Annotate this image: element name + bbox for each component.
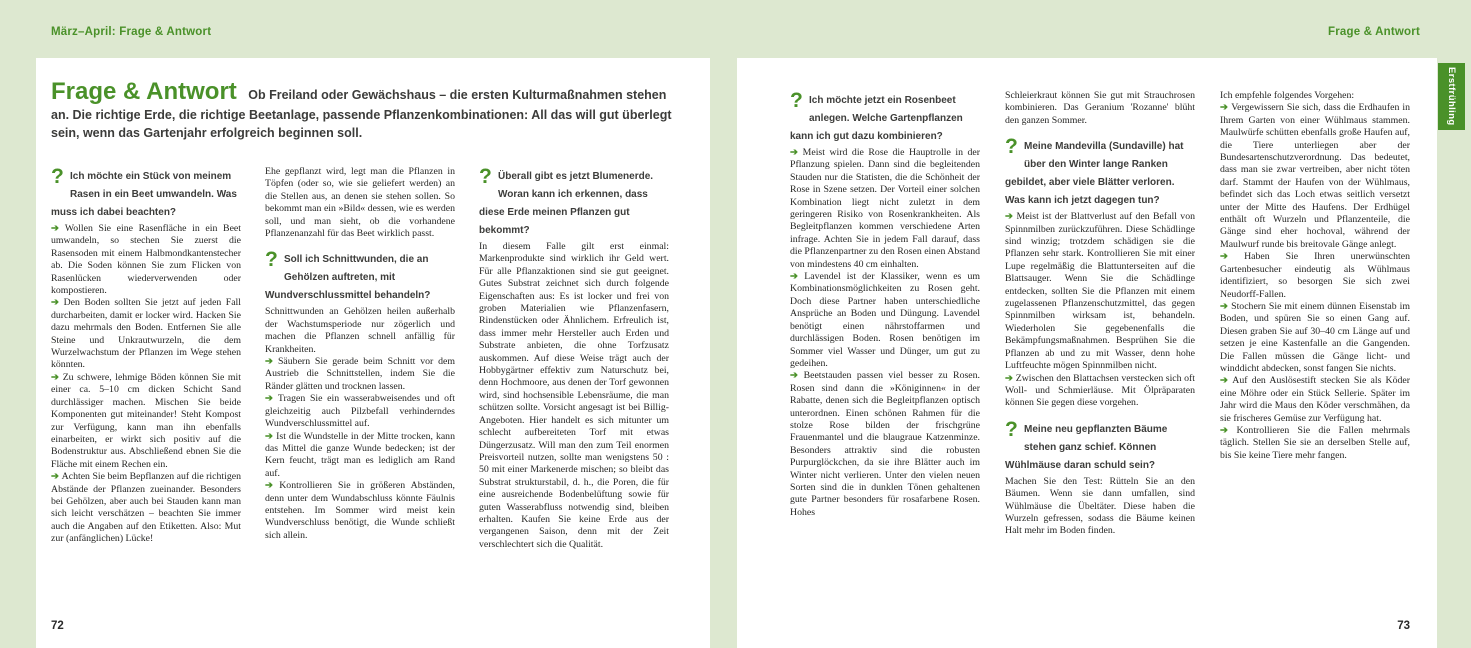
- body-paragraph: [1005, 90, 1195, 127]
- arrow-icon: ➔: [51, 223, 65, 234]
- arrow-icon: ➔: [1005, 372, 1016, 384]
- body-paragraph: [479, 241, 669, 551]
- question-text: Ich möchte ein Stück von meinem Rasen in ein Beet umwandeln. Was muss ich dabei beachten?: [51, 171, 237, 218]
- arrow-icon: ➔: [1220, 424, 1237, 436]
- paragraph-text: Tragen Sie ein wasserabweisendes und oft gleichzeitig auch Pilzbefall verhinderndes Wundverschlussmittel auf.: [265, 393, 455, 430]
- answer-paragraph: [1005, 211, 1195, 372]
- answer-paragraph: [51, 372, 241, 471]
- arrow-icon: ➔: [1220, 102, 1232, 114]
- paragraph-text: Meist wird die Rose die Hauptrolle in der Pflanzung spielen. Dann sind die begleitenden Stauden nur die Statisten, die die Schönheit der Rose in Szene setzen. Der Vorteil einer solchen Kombination liegt nicht zuletzt in dem geringeren Risiko von Rosenkrankheiten. Als Begleitpflanzen kommen verschiedene Arten infrage. Achten Sie in jedem Fall darauf, dass die Pflanzenpartner zu den Rosen einen Abstand von mindestens 40 cm einhalten.: [790, 147, 980, 270]
- text-column: [265, 166, 455, 551]
- arrow-icon: ➔: [790, 370, 804, 382]
- page-right: [737, 58, 1437, 648]
- body-paragraph: [265, 306, 455, 356]
- answer-paragraph: [265, 480, 455, 542]
- paragraph-text: Schleierkraut können Sie gut mit Strauchrosen kombinieren. Das Geranium 'Rozanne' blüht den ganzen Sommer.: [1005, 90, 1195, 126]
- paragraph-text: Beetstauden passen viel besser zu Rosen. Rosen sind dann die »Königinnen« in der Rabatte, denen sich die Begleitpflanzen optisch unterordnen. Einen schönen Rahmen für die stolze Rose bilden der frischgrüne Frauenmantel und die blaugraue Katzenminze. Besonders attraktiv sind die robusten Purpurglöckchen, da sie ihre Blätter auch im Winter nicht verlieren. Unter den vielen neuen Sorten sind die in dunklen Tönen gehaltenen gute Partner besonders für rosafarbene Rosen. Hohes: [790, 370, 981, 518]
- text-column: [479, 166, 669, 551]
- paragraph-text: Säubern Sie gerade beim Schnitt vor dem Austrieb die Schnittstellen, indem Sie die Ränder glätten und trocknen lassen.: [265, 356, 455, 392]
- page-title: Frage & Antwort: [51, 78, 237, 105]
- question-mark-icon: ?: [479, 165, 492, 188]
- answer-paragraph: [1220, 375, 1410, 425]
- answer-paragraph: [51, 297, 241, 371]
- arrow-icon: ➔: [265, 480, 280, 492]
- paragraph-text: Kontrollieren Sie die Fallen mehrmals täglich. Stellen Sie sie an derselben Stelle auf, bis Sie keine Tiere mehr fangen.: [1220, 424, 1410, 461]
- paragraph-text: Schnittwunden an Gehölzen heilen außerhalb der Wachstumsperiode nur zögerlich und machen die Pflanzen schnell anfällig für Krankheiten.: [265, 306, 455, 355]
- question-mark-icon: ?: [51, 165, 64, 188]
- arrow-icon: ➔: [1220, 300, 1232, 312]
- arrow-icon: ➔: [51, 471, 62, 483]
- question-text: Soll ich Schnittwunden, die an Gehölzen auftreten, mit Wundverschlussmittel behandeln?: [265, 254, 431, 302]
- text-column: [1220, 90, 1410, 538]
- paragraph-text: Meist ist der Blattverlust auf den Befall von Spinnmilben zurückzuführen. Diese Schädlinge sind winzig; trotzdem schädigen sie die Pflanzen sehr stark. Kontrollieren Sie mit einer Lupe regelmäßig die Blattunterseiten auf die Blattsauger. Wenn Sie die Schädlinge entdecken, sollten Sie die Pflanzen mit einem zugelassenen Pflanzenschutzmittel, das gegen Spinnmilben wirksam ist, behandeln. Wiederholen Sie gegebenenfalls die Bekämpfungsmaßnahmen. Besprühen Sie die Pflanzen ab und zu mit Wasser, denn hohe Luftfeuchte mögen Spinnmilben nicht.: [1005, 211, 1195, 372]
- paragraph-text: In diesem Falle gilt erst einmal: Markenprodukte sind wirklich ihr Geld wert. Für alle Pflanzaktionen sind sie gut geeignet. Gutes Substrat zeichnet sich durch folgende Eigenschaften aus: Es ist locker und frei von groben Materialien wie Pflanzenfasern, Rindenstücken oder Ähnlichem. Erfreulich ist, dass immer mehr Hersteller auch Erden und Substrate anbieten, die ohne Torfzusatz auskommen. Auf diese Weise trägt auch der Hobbygärtner effektiv zum Naturschutz bei, denn Hochmoore, aus denen der Torf gewonnen wird, sind hochsensible Lebensräume, die man schützen sollte. Vorsicht angesagt ist bei Billig-Angeboten. Hier handelt es sich mitunter um schlecht aufbereiteten Torf mit etwas Düngerzusatz. Will man den zum Teil enormen Preisvorteil nutzen, sollte man wenigstens 50 : 50 mit einer Markenerde mischen; so bleibt das Substrat strukturstabil, d. h., die Poren, die für eine ausreichende Bodenbelüftung sowie für guten Wasserabfluss notwendig sind, bleiben erhalten. Kaufen Sie keine Erde aus der vergangenen Saison, denn mit der Zeit verschlechtert sich die Qualität.: [479, 241, 669, 550]
- right-page-columns: [790, 90, 1410, 538]
- paragraph-text: Auf den Auslösestift stecken Sie als Köder eine Möhre oder ein Stück Sellerie. Später im Jahr wird die Maus den Köder verschmähen, da sie frischeres Gemüse zur Verfügung hat.: [1220, 375, 1410, 424]
- answer-paragraph: [790, 147, 980, 271]
- arrow-icon: ➔: [1220, 251, 1245, 263]
- paragraph-text: Zu schwere, lehmige Böden können Sie mit einer ca. 5–10 cm dicken Schicht Sand durchlässiger machen. Mischen Sie beide Komponenten gut miteinander! Steht Kompost zur Verfügung, kann man ihn ebenfalls einarbeiten, er wirkt sich positiv auf die Bodenstruktur aus. Abschließend ebnen Sie die Fläche mit einem Rechen ein.: [51, 371, 241, 470]
- arrow-icon: ➔: [265, 430, 277, 442]
- season-tab: Erstfrühling: [1438, 63, 1465, 130]
- paragraph-text: Achten Sie beim Bepflanzen auf die richtigen Abstände der Pflanzen zueinander. Besonders bei Gehölzen, aber auch bei Stauden kann man sich leicht verschätzen – beachten Sie immer auch die Angaben auf den Etiketten. Also: Mut zur (anfänglichen) Lücke!: [51, 471, 241, 545]
- arrow-icon: ➔: [1220, 375, 1233, 387]
- answer-paragraph: [1005, 373, 1195, 410]
- paragraph-text: Kontrollieren Sie in größeren Abständen, denn unter dem Wundabschluss könnte Fäulnis entstehen. Im Sommer wird meist kein Wundverschluss benötigt, die Wunde schließt sich allein.: [265, 480, 455, 541]
- question-text: Überall gibt es jetzt Blumenerde. Woran kann ich erkennen, dass diese Erde meinen Pflanzen gut bekommt?: [479, 171, 654, 236]
- answer-paragraph: [1220, 301, 1410, 375]
- page-number-right: 73: [1397, 620, 1410, 632]
- body-paragraph: [265, 166, 455, 240]
- paragraph-text: Haben Sie Ihren unerwünschten Gartenbesucher eindeutig als Wühlmaus identifiziert, so besorgen Sie sich zwei Neudorff-Fallen.: [1220, 251, 1410, 300]
- running-head-left: März–April: Frage & Antwort: [51, 26, 212, 38]
- question-mark-icon: ?: [790, 89, 803, 112]
- body-paragraph: [1220, 90, 1410, 102]
- arrow-icon: ➔: [790, 271, 805, 283]
- text-column: [51, 166, 241, 551]
- paragraph-text: Den Boden sollten Sie jetzt auf jeden Fall durcharbeiten, damit er locker wird. Hacken Sie dazu mehrmals den Boden. Entfernen Sie alle Steine und Unkrautwurzeln, die dem Wurzelwachstum der Pflanzen im Wege stehen könnten.: [51, 297, 241, 371]
- question-mark-icon: ?: [1005, 417, 1018, 441]
- text-column: [790, 90, 980, 538]
- question-block: [479, 166, 669, 238]
- arrow-icon: ➔: [51, 371, 63, 383]
- text-column: [1005, 90, 1195, 538]
- arrow-icon: ➔: [1005, 211, 1017, 223]
- question-block: [790, 90, 980, 144]
- answer-paragraph: [790, 370, 980, 519]
- intro-text: Ob Freiland oder Gewächshaus – die ersten Kulturmaßnahmen stehen an. Die richtige Erde, die richtige Beetanlage, passende Pflanzenkombinationen: All das will gut überlegt sein, wenn das Gartenjahr erfolgreich beginnen soll.: [51, 88, 672, 140]
- answer-paragraph: [1220, 251, 1410, 301]
- question-text: Ich möchte jetzt ein Rosenbeet anlegen. Welche Gartenpflanzen kann ich gut dazu kombinieren?: [790, 95, 963, 142]
- paragraph-text: Zwischen den Blattachsen verstecken sich oft Woll- und Schmierläuse. Mit Ölpräparaten können Sie gegen diese vorgehen.: [1005, 372, 1195, 409]
- arrow-icon: ➔: [265, 393, 278, 405]
- page-number-left: 72: [51, 620, 64, 632]
- answer-paragraph: [51, 223, 241, 297]
- question-block: [1005, 419, 1195, 473]
- answer-paragraph: [1220, 425, 1410, 462]
- question-mark-icon: ?: [1005, 135, 1018, 159]
- question-block: [265, 249, 455, 303]
- paragraph-text: Machen Sie den Test: Rütteln Sie an den Bäumen. Wenn sie dann umfallen, sind Wühlmäuse die Übeltäter. Diese haben die Wurzeln gefressen, sodass die Bäume keinen Halt mehr im Boden finden.: [1005, 475, 1195, 537]
- arrow-icon: ➔: [51, 297, 64, 309]
- answer-paragraph: [790, 271, 980, 370]
- answer-paragraph: [265, 393, 455, 430]
- question-text: Meine Mandevilla (Sundaville) hat über den Winter lange Ranken gebildet, aber viele Blätter verloren. Was kann ich jetzt dagegen tun?: [1005, 141, 1184, 207]
- paragraph-text: Stochern Sie mit einem dünnen Eisenstab im Boden, und spüren Sie so einen Gang auf. Diesen graben Sie auf 30–40 cm Länge auf und setzen je eine Kastenfalle an die Gangenden. Die Fallen müssen die Gänge licht- und winddicht abdecken, sonst fangen Sie nichts.: [1220, 300, 1410, 374]
- paragraph-text: Ist die Wundstelle in der Mitte trocken, kann das Mittel die ganze Wunde bedecken; ist der Kern feucht, trägt man es lediglich am Rand auf.: [265, 430, 455, 479]
- paragraph-text: Ich empfehle folgendes Vorgehen:: [1220, 90, 1355, 101]
- answer-paragraph: [51, 471, 241, 545]
- running-head-right: Frage & Antwort: [1327, 26, 1420, 38]
- answer-paragraph: [1220, 102, 1410, 251]
- paragraph-text: Wollen Sie eine Rasenfläche in ein Beet umwandeln, so stechen Sie zuerst die Rasensoden mit einem Halbmondkantenstecher ab. Die Soden können Sie zum Flicken von Rasenlücken wiederverwenden oder kompostieren.: [51, 223, 241, 297]
- arrow-icon: ➔: [790, 147, 803, 158]
- question-block: [51, 166, 241, 220]
- paragraph-text: Vergewissern Sie sich, dass die Erdhaufen in Ihrem Garten von einer Wühlmaus stammen. Maulwürfe schütten ebenfalls große Haufen auf, die Tiere unterliegen aber der Bundesartenschutzverordnung. Das bedeutet, dass man sie zwar vertreiben, aber nicht töten darf. Stammt der Haufen von der Wühlmaus, befindet sich das Loch etwas seitlich versetzt unter der Mitte des Haufens. Der Erdhügel enthält oft Wurzeln und Pflanzenteile, die Gänge sind eher hochoval, während der Maulwurf runde bis breitovale Gänge anlegt.: [1220, 102, 1410, 250]
- left-page-columns: [51, 166, 669, 551]
- page-left: [36, 58, 710, 648]
- question-text: Meine neu gepflanzten Bäume stehen ganz schief. Können Wühlmäuse daran schuld sein?: [1005, 423, 1168, 471]
- answer-paragraph: [265, 431, 455, 481]
- paragraph-text: Lavendel ist der Klassiker, wenn es um Kombinationsmöglichkeiten zu Rosen geht. Doch diese Partner haben unterschiedliche Ansprüche an Boden und Düngung. Lavendel benötigt einen nährstoffarmen und durchlässigen Boden. Rosen benötigen im Sommer viel Wasser und Dünger, um gut zu gedeihen.: [790, 271, 980, 369]
- arrow-icon: ➔: [265, 356, 278, 368]
- answer-paragraph: [265, 356, 455, 393]
- paragraph-text: Ehe gepflanzt wird, legt man die Pflanzen in Töpfen (oder so, wie sie geliefert werden) an die Stellen aus, an denen sie stehen sollen. So bekommt man ein »Bild« dessen, wie es werden soll, und man sieht, ob die vorhandene Pflanzenanzahl für das Beet wirklich passt.: [265, 166, 455, 240]
- page-title-block: [51, 78, 675, 142]
- question-block: [1005, 136, 1195, 208]
- question-mark-icon: ?: [265, 248, 278, 272]
- body-paragraph: [1005, 476, 1195, 538]
